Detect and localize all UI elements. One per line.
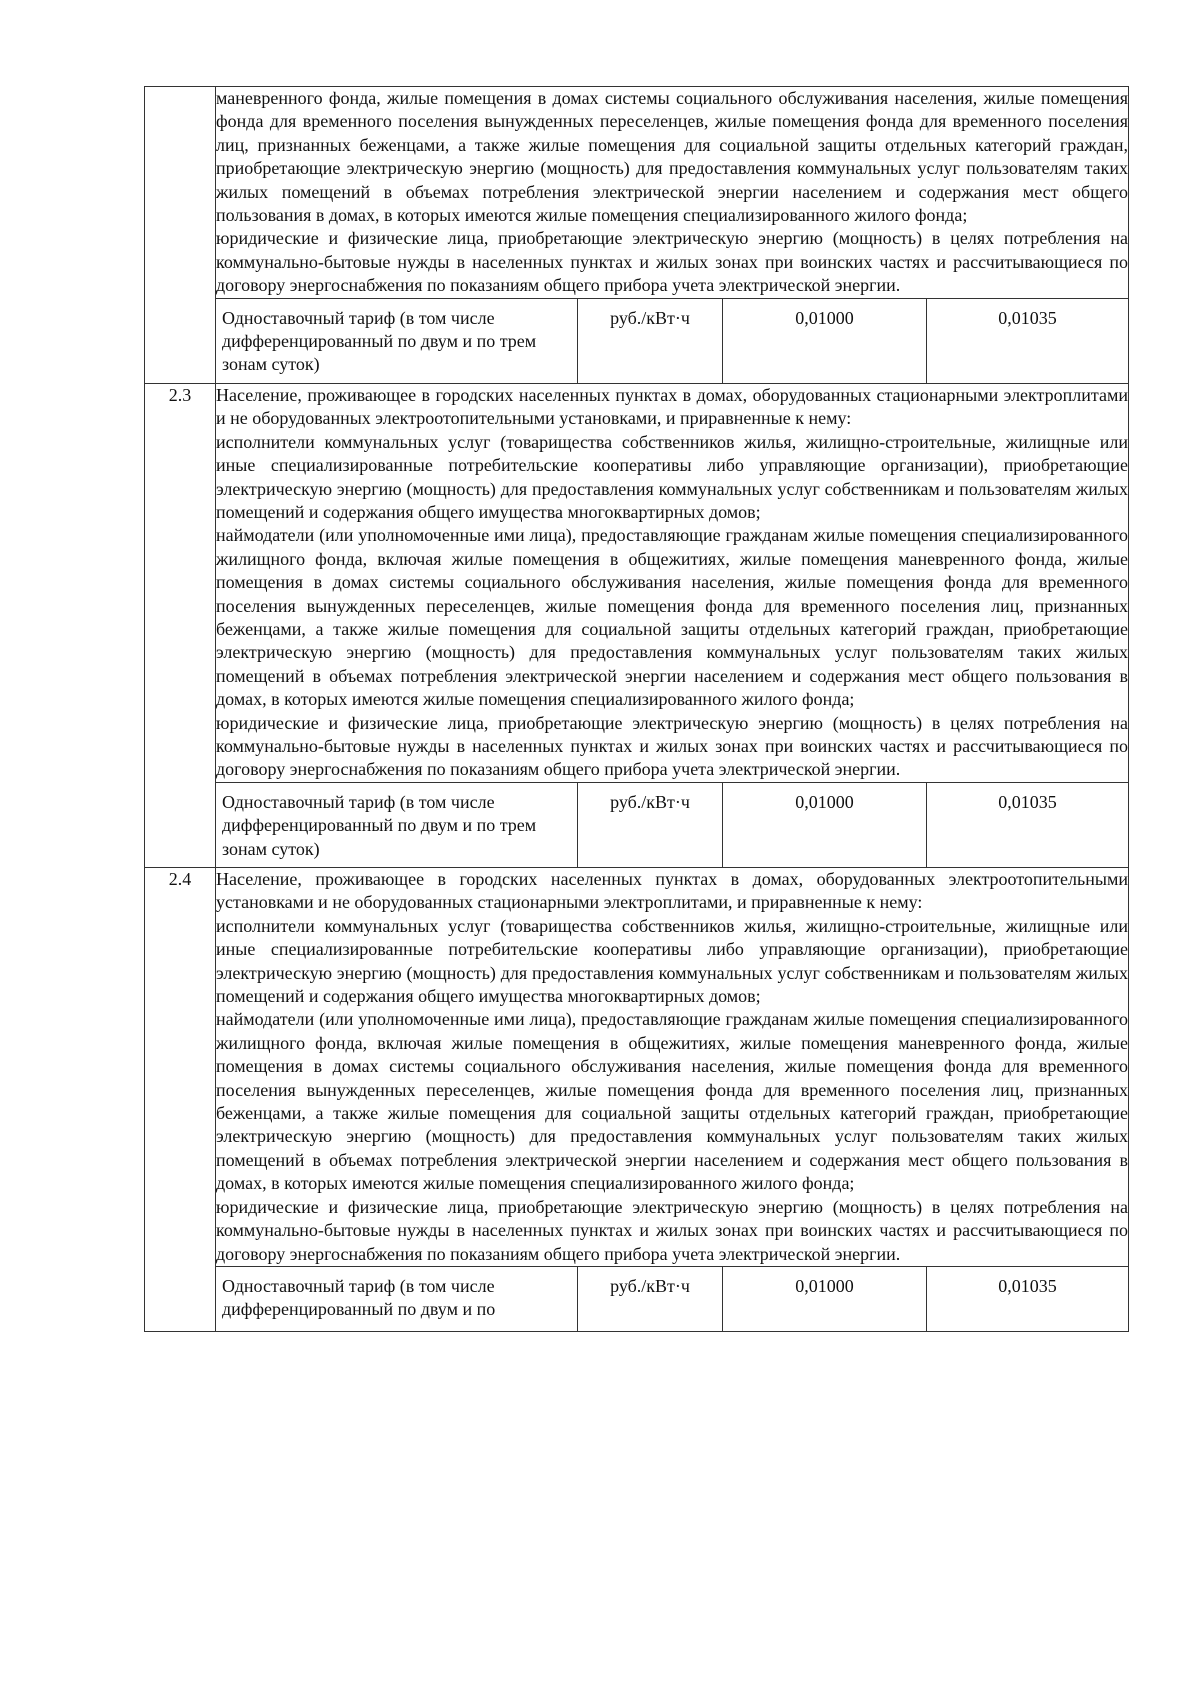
description-paragraph: юридические и физические лица, приобретающие электрическую энергию (мощность) в целях потребления на коммунально-бытовые нужды в населенных пунктах и жилых зонах при воинских частях и рассчитывающиеся по договору энергоснабжения по показаниям общего прибора учета электрической энергии. bbox=[216, 1196, 1128, 1264]
tariff-value-first-half: 0,01000 bbox=[723, 299, 927, 383]
tariff-unit: руб./кВт·ч bbox=[610, 1275, 690, 1296]
tariff-row bbox=[145, 298, 1129, 383]
category-row bbox=[145, 383, 1129, 782]
tariff-name: Одноставочный тариф (в том числе дифференцированный по двум и по bbox=[222, 1275, 496, 1320]
row-number: 2.4 bbox=[145, 868, 216, 1332]
row-number bbox=[145, 87, 216, 384]
description-paragraph: юридические и физические лица, приобретающие электрическую энергию (мощность) в целях потребления на коммунально-бытовые нужды в населенных пунктах и жилых зонах при воинских частях и рассчитывающиеся по договору энергоснабжения по показаниям общего прибора учета электрической энергии. bbox=[216, 228, 1128, 296]
tariff-value-second-half: 0,01035 bbox=[927, 299, 1129, 383]
description-paragraph: исполнители коммунальных услуг (товарищества собственников жилья, жилищно-строительные, жилищные или иные специализированные потребительские кооперативы либо управляющие организации), приобретающие электрическую энергию (мощность) для предоставления коммунальных услуг собственникам и пользователям жилых помещений и содержания общего имущества многоквартирных домов; bbox=[216, 915, 1128, 1007]
description-paragraph: Население, проживающее в городских населенных пунктах в домах, оборудованных стационарными электроплитами и не оборудованных электроотопительными установками, и приравненные к нему: bbox=[216, 384, 1128, 429]
tariff-unit: руб./кВт·ч bbox=[578, 299, 723, 383]
category-description bbox=[216, 868, 1129, 1267]
tariff-value-second-half: 0,01035 bbox=[927, 783, 1129, 867]
description-paragraph: Население, проживающее в городских населенных пунктах в домах, оборудованных электроотопительными установками и не оборудованных стационарными электроплитами, и приравненные к нему: bbox=[216, 869, 1128, 913]
tariff-name: Одноставочный тариф (в том числе дифференцированный по двум и по трем зонам суток) bbox=[222, 791, 537, 859]
tariff-row bbox=[145, 1266, 1129, 1331]
category-row bbox=[145, 87, 1129, 299]
tariff-table bbox=[144, 86, 1129, 1332]
description-paragraph: наймодатели (или уполномоченные ими лица), предоставляющие гражданам жилые помещения специализированного жилищного фонда, включая жилые помещения в общежитиях, жилые помещения маневренного фонда, жилые помещения в домах системы социального обслуживания населения, жилые помещения фонда для временного поселения вынужденных переселенцев, жилые помещения фонда для временного поселения лиц, признанных беженцами, а также жилые помещения для социальной защиты отдельных категорий граждан, приобретающие электрическую энергию (мощность) для предоставления коммунальных услуг пользователям таких жилых помещений в объемах потребления электрической энергии населением и содержания мест общего пользования в домах, в которых имеются жилые помещения специализированного жилого фонда; bbox=[216, 1009, 1128, 1194]
category-row bbox=[145, 868, 1129, 1267]
category-description bbox=[216, 383, 1129, 782]
category-description bbox=[216, 87, 1129, 299]
tariff-unit: руб./кВт·ч bbox=[578, 783, 723, 867]
description-paragraph: исполнители коммунальных услуг (товарищества собственников жилья, жилищно-строительные, жилищные или иные специализированные потребительские кооперативы либо управляющие организации), приобретающие электрическую энергию (мощность) для предоставления коммунальных услуг собственникам и пользователям жилых помещений и содержания общего имущества многоквартирных домов; bbox=[216, 431, 1128, 522]
description-paragraph: наймодатели (или уполномоченные ими лица), предоставляющие гражданам жилые помещения специализированного жилищного фонда, включая жилые помещения в общежитиях, жилые помещения маневренного фонда, жилые помещения в домах системы социального обслуживания населения, жилые помещения фонда для временного поселения вынужденных переселенцев, жилые помещения фонда для временного поселения лиц, признанных беженцами, а также жилые помещения для социальной защиты отдельных категорий граждан, приобретающие электрическую энергию (мощность) для предоставления коммунальных услуг пользователям таких жилых помещений в объемах потребления электрической энергии населением и содержания мест общего пользования в домах, в которых имеются жилые помещения специализированного жилого фонда; bbox=[216, 525, 1128, 710]
description-paragraph: маневренного фонда, жилые помещения в домах системы социального обслуживания населения, жилые помещения фонда для временного поселения вынужденных переселенцев, жилые помещения фонда для временного поселения лиц, признанных беженцами, а также жилые помещения для социальной защиты отдельных категорий граждан, приобретающие электрическую энергию (мощность) для предоставления коммунальных услуг пользователям таких жилых помещений в объемах потребления электрической энергии населением и содержания мест общего пользования в домах, в которых имеются жилые помещения специализированного жилого фонда; bbox=[216, 88, 1128, 226]
tariff-value-second-half: 0,01035 bbox=[998, 1275, 1057, 1296]
row-number: 2.3 bbox=[145, 383, 216, 867]
description-paragraph: юридические и физические лица, приобретающие электрическую энергию (мощность) в целях потребления на коммунально-бытовые нужды в населенных пунктах и жилых зонах при воинских частях и рассчитывающиеся по договору энергоснабжения по показаниям общего прибора учета электрической энергии. bbox=[216, 712, 1128, 780]
tariff-name: Одноставочный тариф (в том числе дифференцированный по двум и по трем зонам суток) bbox=[222, 307, 537, 375]
tariff-row bbox=[145, 782, 1129, 867]
tariff-value-first-half: 0,01000 bbox=[723, 783, 927, 867]
tariff-value-first-half: 0,01000 bbox=[795, 1275, 854, 1296]
